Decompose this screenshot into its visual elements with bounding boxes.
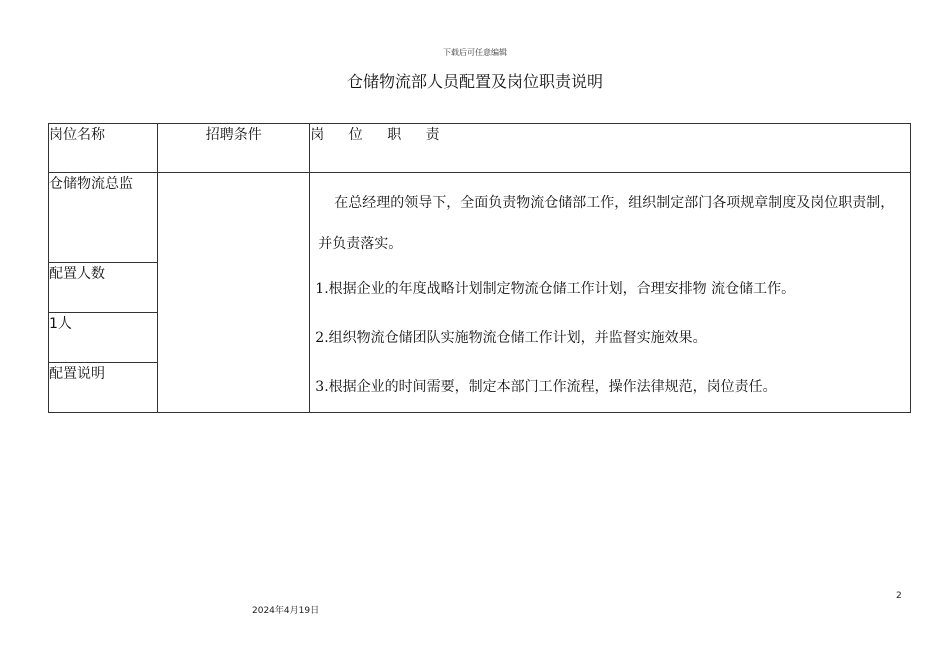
header-note: 下载后可任意编辑 <box>443 48 507 57</box>
requirements-cell <box>158 173 310 413</box>
duty-item-1: 1.根据企业的年度战略计划制定物流仓储工作计划，合理安排物 流仓储工作。 <box>315 281 796 297</box>
page-number: 2 <box>896 591 902 601</box>
staffing-value: 1人 <box>49 312 158 362</box>
note-label: 配置说明 <box>49 362 158 412</box>
footer-date: 2024年4月19日 <box>252 606 320 616</box>
header-duties: 岗 位 职 责 <box>310 124 911 173</box>
duties-intro <box>310 173 910 265</box>
table-header-row <box>49 124 911 173</box>
duty-item-2: 2.组织物流仓储团队实施物流仓储工作计划，并监督实施效果。 <box>315 330 707 346</box>
header-position-name: 岗位名称 <box>49 124 158 173</box>
duty-item-3: 3.根据企业的时间需要，制定本部门工作流程，操作法律规范，岗位责任。 <box>315 379 777 395</box>
job-description-table <box>48 123 911 413</box>
position-value: 仓储物流总监 <box>49 173 158 263</box>
staffing-label: 配置人数 <box>49 262 158 312</box>
header-requirements: 招聘条件 <box>158 124 310 173</box>
table-row <box>49 173 911 263</box>
document-title: 仓储物流部人员配置及岗位职责说明 <box>346 72 603 91</box>
duties-intro-text: 在总经理的领导下，全面负责物流仓储部工作，组织制定部门各项规章制度及岗位职责制，并负责落实。 <box>318 195 895 252</box>
duties-cell <box>310 173 911 413</box>
